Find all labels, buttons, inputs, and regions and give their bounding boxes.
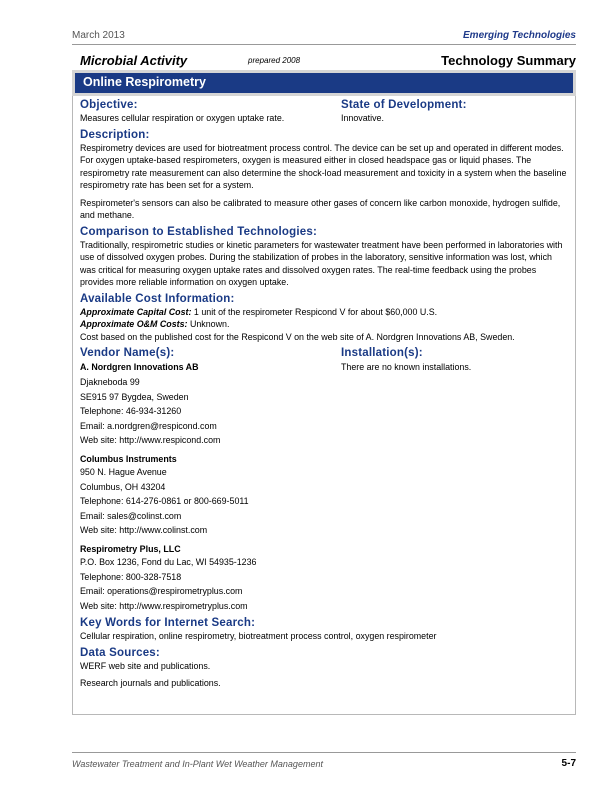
vendor-line: Email: sales@colinst.com [80, 510, 182, 521]
comparison-heading: Comparison to Established Technologies: [80, 225, 317, 238]
installation-heading: Installation(s): [341, 347, 423, 359]
vendor-line: Email: operations@respirometryplus.com [80, 586, 243, 596]
vendor-installation-row [80, 346, 568, 613]
om-cost-label: Approximate O&M Costs: [80, 319, 188, 329]
vendor-line: Web site: http://www.colinst.com [80, 525, 208, 535]
technology-name: Online Respirometry [83, 75, 206, 89]
cost-heading: Available Cost Information: [80, 292, 235, 305]
comparison-text: Traditionally, respirometric studies or kinetic parameters for wastewater treatment have been performed in laboratories with use of dissolved oxygen probes. During the stabilization of probes in the laboratory, sensitive information was lost, which was critical for measuring oxygen uptake rates and dissolved oxygen rates. The real-time feedback using the probes provides more reliable information on oxygen uptake. [80, 239, 563, 287]
header-rule [72, 44, 576, 45]
vendor-name: A. Nordgren Innovations AB [80, 362, 199, 372]
vendor-line: Web site: http://www.respicond.com [80, 435, 221, 445]
description-heading: Description: [80, 128, 150, 141]
keywords-text: Cellular respiration, online respirometry, biotreatment process control, oxygen respirometer [80, 631, 437, 641]
capital-cost [80, 306, 568, 319]
state-heading: State of Development: [341, 99, 467, 111]
vendor-name: Columbus Instruments [80, 453, 177, 464]
page-number: 5-7 [561, 758, 576, 769]
vendor-block [80, 360, 341, 448]
description-paragraph-1: Respirometry devices are used for biotreatment process control. The device can be set up and operated in different modes. For oxygen uptake-based respirometers, oxygen is measured either in closed headspace gas or liquid phases. The respirometry rate measurement can also determine the shock-load measurement and toxicity in a system when the baseline respirometry rate has been set for a system. [80, 142, 567, 190]
state-section [341, 98, 568, 125]
vendor-line: P.O. Box 1236, Fond du Lac, WI 54935-1236 [80, 557, 257, 567]
header-category: Emerging Technologies [463, 30, 576, 41]
vendor-line: Telephone: 800-328-7518 [80, 571, 182, 582]
section-title: Microbial Activity [80, 53, 188, 68]
vendor-line: Columbus, OH 43204 [80, 481, 166, 492]
objective-state-row [80, 98, 568, 125]
description-paragraph-2: Respirometer's sensors can also be calibrated to measure other gases of concern like carbon monoxide, hydrogen sulfide, and methane. [80, 197, 561, 220]
vendor-line: Web site: http://www.respirometryplus.com [80, 600, 248, 611]
cost-note: Cost based on the published cost for the Respicond V on the web site of A. Nordgren Innovations AB, Sweden. [80, 331, 515, 342]
vendor-name: Respirometry Plus, LLC [80, 543, 181, 554]
sources-paragraph-1: WERF web site and publications. [80, 660, 211, 671]
vendor-line: Telephone: 46-934-31260 [80, 406, 182, 416]
vendor-line: 950 N. Hague Avenue [80, 467, 167, 477]
title-row [80, 53, 576, 69]
state-text: Innovative. [341, 113, 384, 123]
om-cost-value: Unknown. [187, 319, 230, 329]
capital-cost-value: 1 unit of the respirometer Respicond V for about $60,000 U.S. [191, 306, 438, 317]
sources-heading: Data Sources: [80, 646, 160, 659]
vendor-block [80, 453, 341, 538]
vendor-line: Telephone: 614-276-0861 or 800-669-5011 [80, 496, 249, 506]
prepared-date: prepared 2008 [248, 56, 301, 65]
vendor-heading: Vendor Name(s): [80, 347, 175, 359]
objective-section [80, 98, 341, 125]
sources-paragraph-2: Research journals and publications. [80, 678, 221, 688]
page-header [72, 30, 576, 44]
keywords-heading: Key Words for Internet Search: [80, 617, 256, 629]
objective-text: Measures cellular respiration or oxygen uptake rate. [80, 113, 285, 123]
vendor-block [80, 543, 341, 614]
vendor-line: SE915 97 Bygdea, Sweden [80, 391, 189, 402]
installation-text: There are no known installations. [341, 362, 472, 372]
header-date: March 2013 [72, 30, 125, 41]
document-type: Technology Summary [441, 53, 576, 68]
vendor-line: Djakneboda 99 [80, 377, 140, 387]
technology-banner [72, 70, 576, 96]
installation-section [341, 346, 568, 613]
objective-heading: Objective: [80, 99, 138, 111]
om-cost [80, 318, 568, 331]
footer-title: Wastewater Treatment and In-Plant Wet Weather Management [72, 759, 323, 769]
capital-cost-label: Approximate Capital Cost: [80, 306, 192, 317]
footer-rule [72, 752, 576, 753]
vendor-line: Email: a.nordgren@respicond.com [80, 420, 217, 431]
content [80, 98, 568, 690]
vendor-section [80, 346, 341, 613]
